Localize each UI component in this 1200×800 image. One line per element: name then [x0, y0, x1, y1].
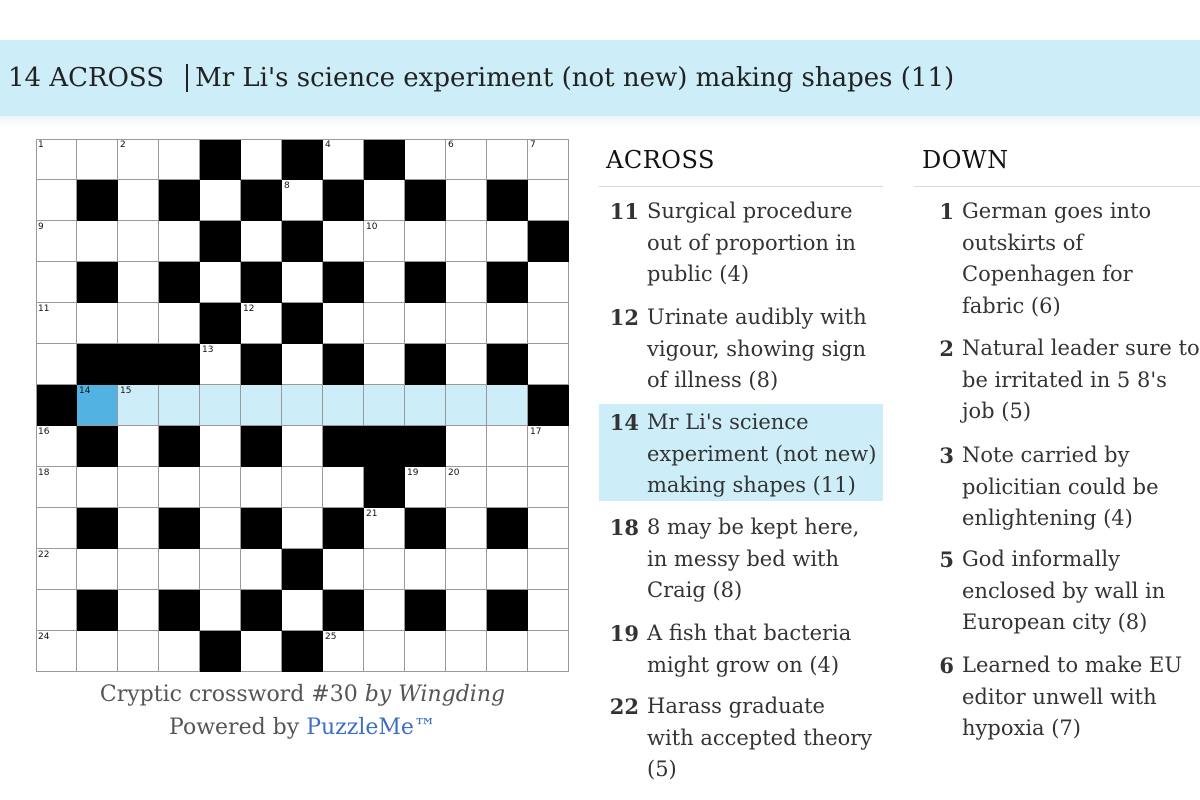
cell-number: 22 [38, 550, 50, 560]
clue-number: 3 [939, 443, 954, 468]
puzzle-author: by Wingding [364, 682, 506, 707]
cell-number: 7 [530, 140, 536, 150]
across-heading: ACROSS [606, 146, 715, 174]
across-clue-11[interactable] [599, 196, 883, 291]
cell-number: 6 [448, 140, 454, 150]
clue-text: A fish that bacteria might grow on (4) [647, 621, 852, 677]
cell-number: 15 [120, 386, 132, 396]
cell-number: 2 [120, 140, 126, 150]
cell-number: 16 [38, 427, 50, 437]
clue-number: 5 [939, 547, 954, 572]
clue-text: Note carried by policitian could be enlightening (4) [962, 443, 1159, 530]
cell-number: 24 [38, 632, 50, 642]
clue-number: 19 [609, 621, 639, 646]
down-clue-6[interactable] [920, 650, 1200, 745]
clue-text: Learned to make EU editor unwell with hypoxia (7) [962, 653, 1183, 740]
powered-by-label: Powered by [169, 715, 300, 740]
clue-text: 8 may be kept here, in messy bed with Craig (8) [647, 515, 860, 602]
clue-text: God informally enclosed by wall in European city (8) [962, 547, 1166, 634]
puzzle-title: Cryptic crossword #30 [99, 682, 358, 707]
across-clue-14-active[interactable] [599, 404, 883, 501]
cell-number: 11 [38, 304, 50, 314]
cell-number: 18 [38, 468, 50, 478]
cell-number: 14 [79, 386, 91, 396]
cell-number: 17 [530, 427, 542, 437]
across-clue-12[interactable] [599, 302, 883, 397]
cell-number: 21 [366, 509, 378, 519]
across-clue-22[interactable] [599, 691, 883, 786]
cell-number: 25 [325, 632, 337, 642]
clue-text: German goes into outskirts of Copenhagen for fabric (6) [962, 199, 1152, 318]
cell-number: 10 [366, 222, 378, 232]
cell-number: 4 [325, 140, 331, 150]
clue-number: 14 [609, 410, 639, 435]
current-clue-number: 14 ACROSS [8, 63, 165, 93]
cell-number: 12 [243, 304, 255, 314]
down-clue-1[interactable] [920, 196, 1200, 322]
clue-number: 6 [939, 653, 954, 678]
clue-text: Mr Li's science experiment (not new) making shapes (11) [647, 410, 877, 497]
cell-number: 13 [202, 345, 214, 355]
clue-text: Urinate audibly with vigour, showing sign of illness (8) [647, 305, 867, 392]
clue-number: 2 [939, 336, 954, 361]
down-clue-2[interactable] [920, 333, 1200, 428]
cell-number: 1 [38, 140, 44, 150]
across-clue-18[interactable] [599, 512, 883, 607]
clue-number: 18 [609, 515, 639, 540]
clue-text: Natural leader sure to be irritated in 5 8's job (5) [962, 336, 1200, 423]
cell-number: 8 [284, 181, 290, 191]
clue-text: Harass graduate with accepted theory (5) [647, 694, 873, 781]
down-clue-3[interactable] [920, 440, 1200, 535]
current-clue-text: Mr Li's science experiment (not new) making shapes (11) [195, 63, 955, 93]
across-clue-19[interactable] [599, 618, 883, 681]
puzzleme-link[interactable]: PuzzleMe™ [306, 715, 436, 740]
cell-number: 9 [38, 222, 44, 232]
clue-number: 1 [939, 199, 954, 224]
clue-number: 22 [609, 694, 639, 719]
cell-number: 20 [448, 468, 460, 478]
clue-text: Surgical procedure out of proportion in public (4) [647, 199, 856, 286]
down-heading: DOWN [922, 146, 1009, 174]
clue-number: 12 [609, 305, 639, 330]
clue-number: 11 [609, 199, 639, 224]
cell-number: 19 [407, 468, 419, 478]
down-clue-5[interactable] [920, 544, 1200, 639]
